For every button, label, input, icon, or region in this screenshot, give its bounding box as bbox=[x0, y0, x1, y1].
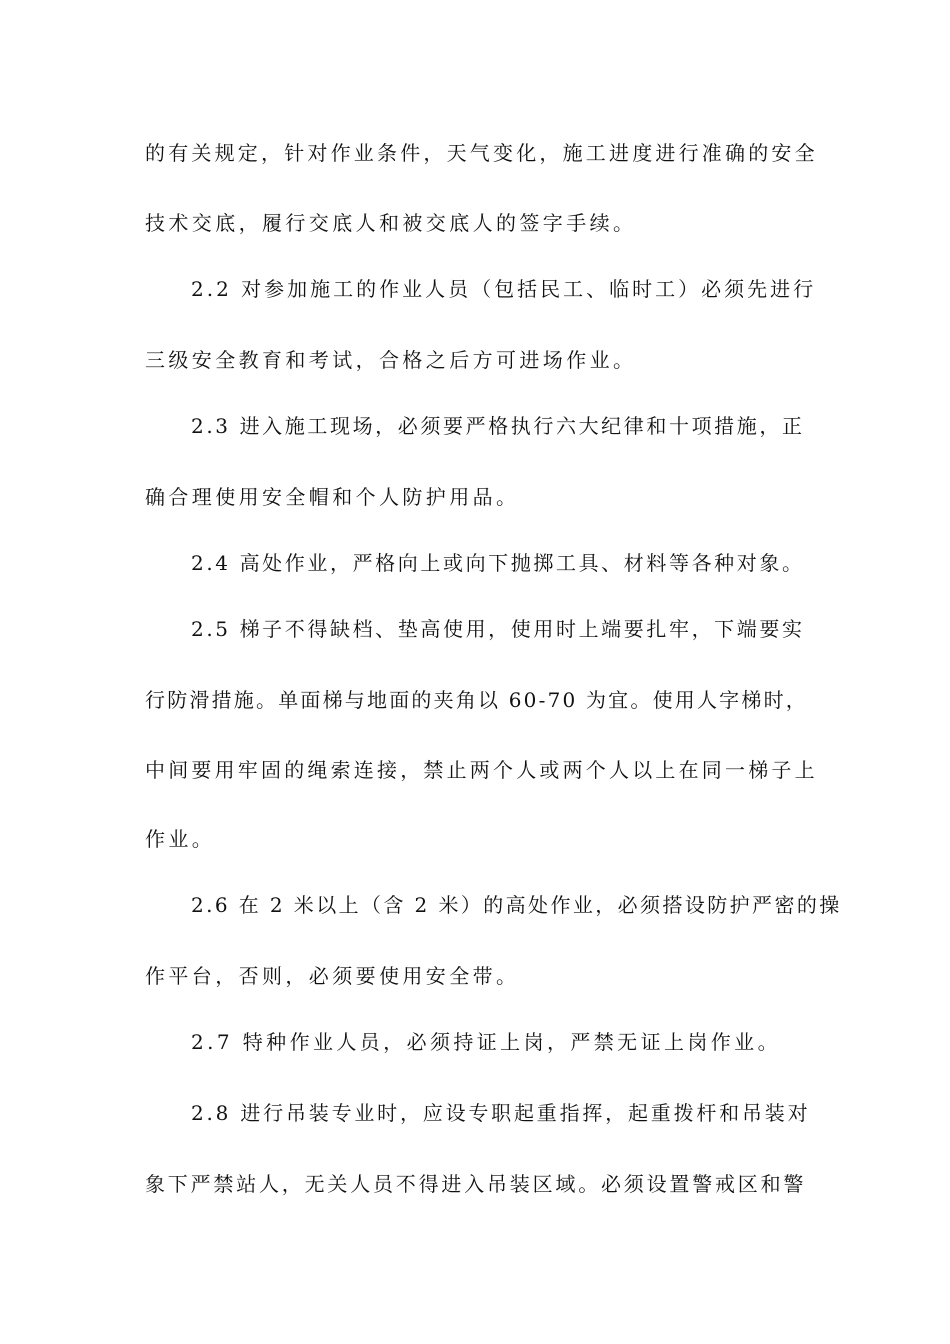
text-line: 2.3 进入施工现场，必须要严格执行六大纪律和十项措施，正 bbox=[191, 414, 805, 438]
text-line: 技术交底，履行交底人和被交底人的签字手续。 bbox=[145, 211, 637, 235]
text-line: 2.5 梯子不得缺档、垫高使用，使用时上端要扎牢，下端要实 bbox=[191, 617, 805, 641]
text-line: 确合理使用安全帽和个人防护用品。 bbox=[145, 485, 520, 509]
text-line: 作业。 bbox=[145, 827, 216, 851]
text-line: 行防滑措施。单面梯与地面的夹角以 60-70 为宜。使用人字梯时， bbox=[145, 688, 808, 712]
text-line: 象下严禁站人，无关人员不得进入吊装区域。必须设置警戒区和警 bbox=[145, 1172, 807, 1196]
text-line: 三级安全教育和考试，合格之后方可进场作业。 bbox=[145, 348, 637, 372]
text-line: 2.7 特种作业人员，必须持证上岗，严禁无证上岗作业。 bbox=[191, 1030, 781, 1054]
text-line: 2.4 高处作业，严格向上或向下抛掷工具、材料等各种对象。 bbox=[191, 551, 805, 575]
text-line: 2.2 对参加施工的作业人员（包括民工、临时工）必须先进行 bbox=[191, 277, 817, 301]
text-line: 的有关规定，针对作业条件，天气变化，施工进度进行准确的安全 bbox=[145, 141, 818, 165]
text-line: 中间要用牢固的绳索连接，禁止两个人或两个人以上在同一梯子上 bbox=[145, 758, 818, 782]
text-line: 2.6 在 2 米以上（含 2 米）的高处作业，必须搭设防护严密的操 bbox=[191, 893, 842, 917]
text-line: 2.8 进行吊装专业时，应设专职起重指挥，起重拨杆和吊装对 bbox=[191, 1101, 811, 1125]
text-line: 作平台，否则，必须要使用安全带。 bbox=[145, 964, 520, 988]
